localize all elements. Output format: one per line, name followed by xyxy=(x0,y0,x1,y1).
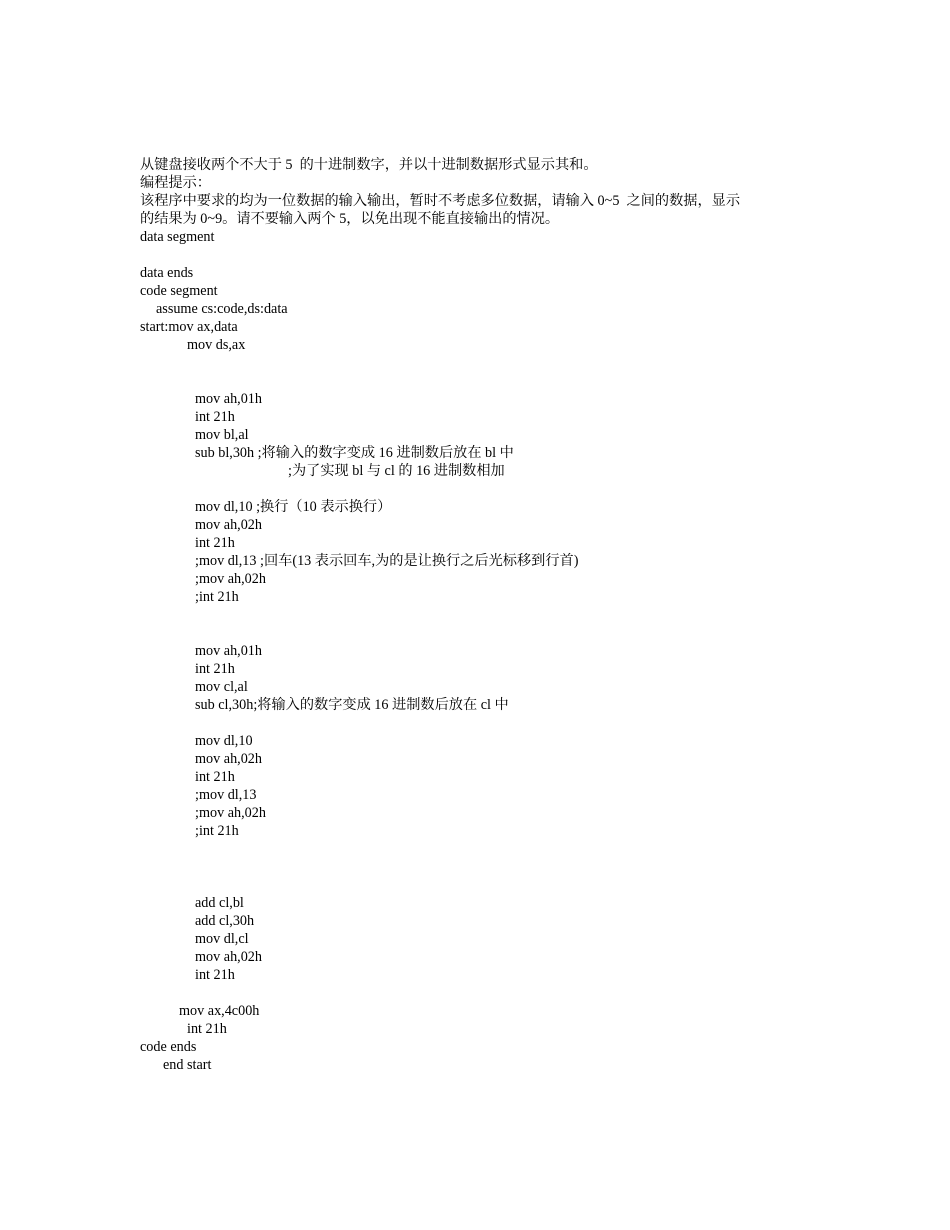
text-line: mov ds,ax xyxy=(187,337,246,353)
text-line: data ends xyxy=(140,265,194,281)
text-line: mov ah,02h xyxy=(195,949,262,965)
blank-line xyxy=(140,984,820,1002)
text-line: int 21h xyxy=(187,1021,227,1037)
text-line: 该程序中要求的均为一位数据的输入输出，暂时不考虑多位数据，请输入 0~5 之间的数据，显示 xyxy=(140,193,741,209)
text-line: mov ax,4c00h xyxy=(179,1003,260,1019)
text-line: add cl,bl xyxy=(195,895,244,911)
text-line: data segment xyxy=(140,229,215,245)
blank-line xyxy=(140,372,820,390)
text-line: ;mov ah,02h xyxy=(195,571,266,587)
text-line: ;为了实现 bl 与 cl 的 16 进制数相加 xyxy=(288,463,505,479)
text-line: mov cl,al xyxy=(195,679,248,695)
text-line: add cl,30h xyxy=(195,913,255,929)
text-line: end start xyxy=(163,1057,212,1073)
text-line: int 21h xyxy=(195,409,235,425)
text-line: 的结果为 0~9。请不要输入两个 5，以免出现不能直接输出的情况。 xyxy=(140,211,560,227)
text-line: ;mov dl,13 xyxy=(195,787,257,803)
blank-line xyxy=(140,840,820,858)
text-line: ;int 21h xyxy=(195,589,239,605)
text-line: assume cs:code,ds:data xyxy=(156,301,288,317)
text-line: int 21h xyxy=(195,769,235,785)
text-line: mov ah,02h xyxy=(195,751,262,767)
text-line: ;int 21h xyxy=(195,823,239,839)
text-line: 从键盘接收两个不大于 5 的十进制数字，并以十进制数据形式显示其和。 xyxy=(140,157,598,173)
text-line: mov dl,10 ;换行（10 表示换行） xyxy=(195,499,392,515)
blank-line xyxy=(140,354,820,372)
blank-line xyxy=(140,480,820,498)
text-line: int 21h xyxy=(195,661,235,677)
blank-line xyxy=(140,624,820,642)
text-line: ;mov dl,13 ;回车(13 表示回车,为的是让换行之后光标移到行首) xyxy=(195,553,579,569)
text-line: code ends xyxy=(140,1039,197,1055)
text-line: mov ah,01h xyxy=(195,391,262,407)
text-line: start:mov ax,data xyxy=(140,319,238,335)
blank-line xyxy=(140,858,820,876)
text-line: sub cl,30h;将输入的数字变成 16 进制数后放在 cl 中 xyxy=(195,697,509,713)
document-body xyxy=(140,156,820,1074)
blank-line xyxy=(140,876,820,894)
blank-line xyxy=(140,246,820,264)
blank-line xyxy=(140,606,820,624)
blank-line xyxy=(140,714,820,732)
text-line: code segment xyxy=(140,283,218,299)
text-line: int 21h xyxy=(195,967,235,983)
text-line: 编程提示： xyxy=(140,175,211,191)
text-line: mov dl,cl xyxy=(195,931,249,947)
text-line: int 21h xyxy=(195,535,235,551)
text-line: ;mov ah,02h xyxy=(195,805,266,821)
text-line: mov bl,al xyxy=(195,427,249,443)
text-line: mov ah,01h xyxy=(195,643,262,659)
text-line: mov ah,02h xyxy=(195,517,262,533)
text-line: sub bl,30h ;将输入的数字变成 16 进制数后放在 bl 中 xyxy=(195,445,514,461)
text-line: mov dl,10 xyxy=(195,733,253,749)
